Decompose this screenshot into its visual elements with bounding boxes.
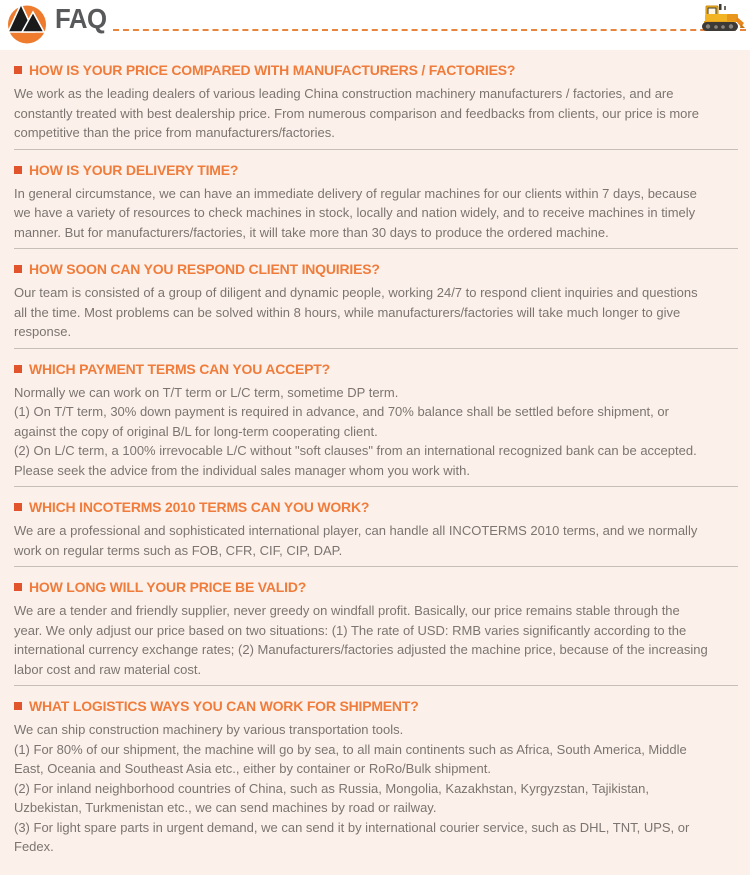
faq-answer-paragraph: (2) For inland neighborhood countries of China, such as Russia, Mongolia, Kazakhstan, Kyrgyzstan, Tajikistan, Uzbekistan, Turkmenistan etc., we can send machines by road or railway. [14,780,649,815]
bullet-square-icon [14,365,22,373]
faq-section [14,487,738,567]
faq-answer [14,283,738,342]
mountain-logo-icon [7,3,47,44]
faq-answer [14,383,738,481]
faq-question [14,261,738,277]
faq-question [14,579,738,595]
faq-answer [14,720,738,857]
faq-answer [14,184,738,243]
faq-question [14,62,738,78]
faq-section [14,50,738,150]
faq-answer-paragraph: Our team is consisted of a group of diligent and dynamic people, working 24/7 to respond client inquiries and questions all the time. Most problems can be solved within 8 hours, while manufacturers/factories will take much longer to give response. [14,285,698,339]
faq-question-text: HOW LONG WILL YOUR PRICE BE VALID? [29,579,307,595]
faq-answer-paragraph: In general circumstance, we can have an immediate delivery of regular machines for our clients within 7 days, because we have a variety of resources to check machines in stock, locally and nation widely, and to receive machines in timely manner. But for manufacturers/factories, it will take more than 30 days to produce the ordered machine. [14,185,697,240]
faq-answer [14,521,738,560]
faq-question [14,162,738,178]
bulldozer-icon [697,3,747,33]
faq-answer-paragraph: (1) For 80% of our shipment, the machine will go by sea, to all main continents such as Africa, South America, Middle East, Oceania and Southeast Asia etc., either by container or RoRo/Bulk shipment. [14,741,687,776]
faq-question-text: HOW IS YOUR DELIVERY TIME? [29,161,239,178]
faq-section [14,349,738,488]
bullet-square-icon [14,583,22,591]
bullet-square-icon [14,265,22,273]
faq-answer-paragraph: (3) For light spare parts in urgent demand, we can send it by international courier service, such as DHL, TNT, UPS, or Fedex. [14,819,690,854]
page-title: FAQ [55,3,107,34]
faq-question-text: HOW IS YOUR PRICE COMPARED WITH MANUFACTURERS / FACTORIES? [29,62,516,78]
faq-answer-paragraph: We can ship construction machinery by various transportation tools. [14,722,404,737]
faq-question-text: WHAT LOGISTICS WAYS YOU CAN WORK FOR SHIPMENT? [29,698,419,714]
faq-question-text: WHICH INCOTERMS 2010 TERMS CAN YOU WORK? [29,499,370,515]
page-header [0,0,750,50]
faq-section [14,150,738,250]
faq-question [14,698,738,714]
faq-answer-paragraph: (2) On L/C term, a 100% irrevocable L/C without "soft clauses" from an international recognized bank can be accepted. Please seek the advice from the individual sales manager whom you work with. [14,443,697,478]
faq-question [14,499,738,515]
faq-answer-paragraph: We work as the leading dealers of various leading China construction machinery manufacturers / factories, and are constantly treated with best dealership price. From numerous comparison and feedbacks from clients, our price is more competitive than the price from manufacturers/factories. [14,86,699,140]
faq-answer-paragraph: We are a tender and friendly supplier, never greedy on windfall profit. Basically, our price remains stable through the year. We only adjust our price based on two situations: (1) The rate of USD: RMB varies significantly according to the international currency exchange rates; (2) Manufacturers/factories adjusted the machine price, because of the increasing labor cost and raw material cost. [14,603,708,677]
faq-content [0,50,750,875]
faq-section [14,567,738,686]
faq-answer-paragraph: (1) On T/T term, 30% down payment is required in advance, and 70% balance shall be settled before shipment, or against the copy of original B/L for long-term cooperating client. [14,404,669,439]
bullet-square-icon [14,503,22,511]
faq-answer-paragraph: We are a professional and sophisticated international player, can handle all INCOTERMS 2010 terms, and we normally work on regular terms such as FOB, CFR, CIF, CIP, DAP. [14,523,698,558]
faq-question-text: HOW SOON CAN YOU RESPOND CLIENT INQUIRIES? [29,261,380,277]
faq-answer [14,601,738,679]
faq-question [14,361,738,377]
faq-answer-paragraph: Normally we can work on T/T term or L/C term, sometime DP term. [14,384,399,400]
faq-question-text: WHICH PAYMENT TERMS CAN YOU ACCEPT? [29,360,331,377]
bullet-square-icon [14,66,22,74]
faq-answer [14,84,738,143]
faq-section [14,249,738,349]
faq-section [14,686,738,863]
dashed-divider-line [113,0,746,31]
bullet-square-icon [14,702,22,710]
bullet-square-icon [14,166,22,174]
